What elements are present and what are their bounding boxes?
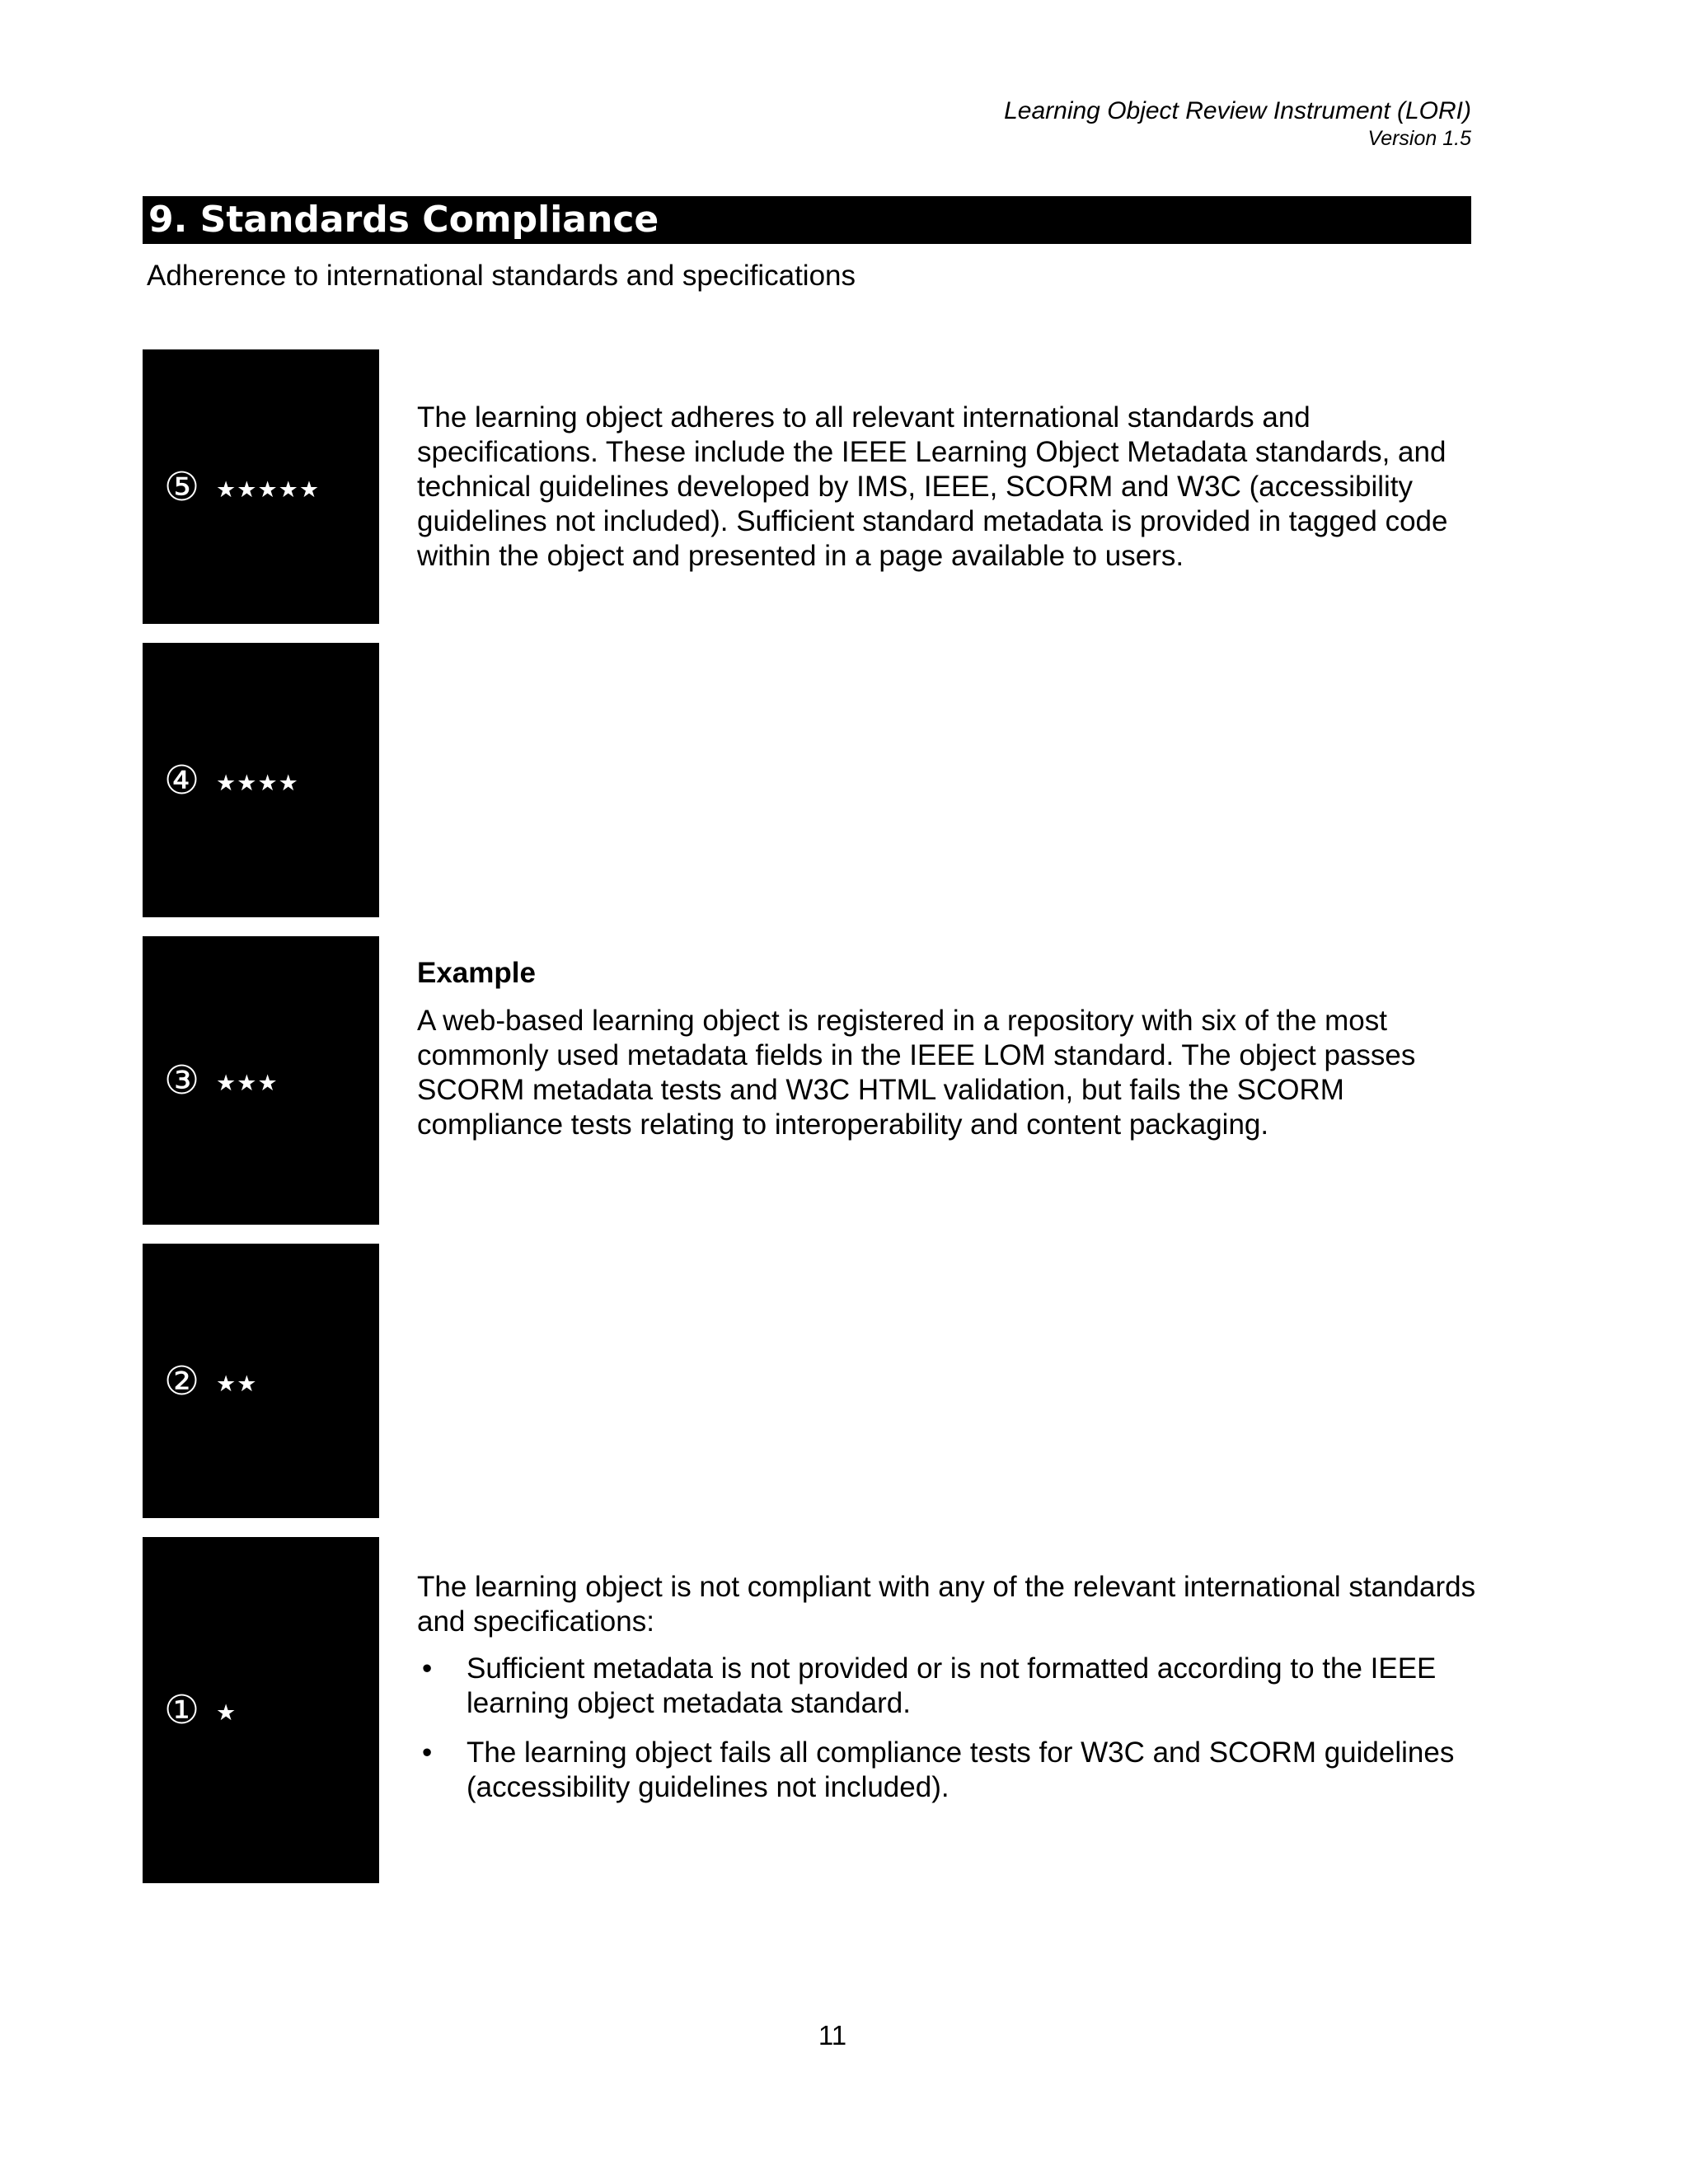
document-title: Learning Object Review Instrument (LORI) xyxy=(1004,97,1471,124)
example-heading: Example xyxy=(417,957,536,989)
rating-numeral-4: ④ xyxy=(164,757,200,804)
rating-label-4 xyxy=(164,759,299,802)
star-icons-2: ★★ xyxy=(216,1371,258,1397)
rating-numeral-2: ② xyxy=(164,1357,200,1404)
document-header xyxy=(1004,96,1471,151)
section-subtitle: Adherence to international standards and specifications xyxy=(147,260,856,292)
document-version: Version 1.5 xyxy=(1367,127,1471,150)
section-title-bar xyxy=(143,196,1471,244)
rating-label-2 xyxy=(164,1357,258,1404)
section-title: 9. Standards Compliance xyxy=(148,199,659,241)
bullet-icon: • xyxy=(422,1652,433,1685)
level-5-description: The learning object adheres to all relevant international standards and specifications. These include the IEEE Learning Object Metadata standards, and technical guidelines developed by IMS, IEEE, SCORM and W3C (accessibility guidelines not included). Sufficient standard metadata is provided in tagged code within the object and presented in a page available to users. xyxy=(417,401,1448,572)
bullet-text: Sufficient metadata is not provided or is not formatted according to the IEEE learning object metadata standard. xyxy=(467,1652,1437,1719)
rating-box-5 xyxy=(143,349,379,624)
star-icons-1: ★ xyxy=(216,1700,237,1726)
example-text: A web-based learning object is registered in a repository with six of the most commonly used metadata fields in the IEEE LOM standard. The object passes SCORM metadata tests and W3C HTML validation, but fails the SCORM compliance tests relating to interoperability and content packaging. xyxy=(417,1005,1416,1141)
rating-label-5 xyxy=(164,463,321,510)
rating-numeral-3: ③ xyxy=(164,1057,200,1104)
rating-numeral-5: ⑤ xyxy=(164,463,200,510)
rating-label-3 xyxy=(164,1059,279,1102)
list-item xyxy=(417,1736,1484,1805)
star-icons-5: ★★★★★ xyxy=(216,476,321,503)
bullet-icon: • xyxy=(422,1736,433,1769)
rating-numeral-1: ① xyxy=(164,1687,200,1733)
star-icons-3: ★★★ xyxy=(216,1071,279,1096)
rating-box-2 xyxy=(143,1244,379,1518)
rating-box-1 xyxy=(143,1537,379,1883)
bullet-text: The learning object fails all compliance tests for W3C and SCORM guidelines (accessibility guidelines not included). xyxy=(467,1736,1455,1803)
star-icons-4: ★★★★ xyxy=(216,770,299,796)
level-1-bullet-list xyxy=(417,1652,1484,1820)
rating-box-3 xyxy=(143,936,379,1225)
rating-box-4 xyxy=(143,643,379,917)
page-number: 11 xyxy=(818,2020,847,2050)
rating-label-1 xyxy=(164,1689,237,1732)
list-item xyxy=(417,1652,1484,1721)
level-1-intro: The learning object is not compliant with any of the relevant international standards and specifications: xyxy=(417,1571,1476,1638)
